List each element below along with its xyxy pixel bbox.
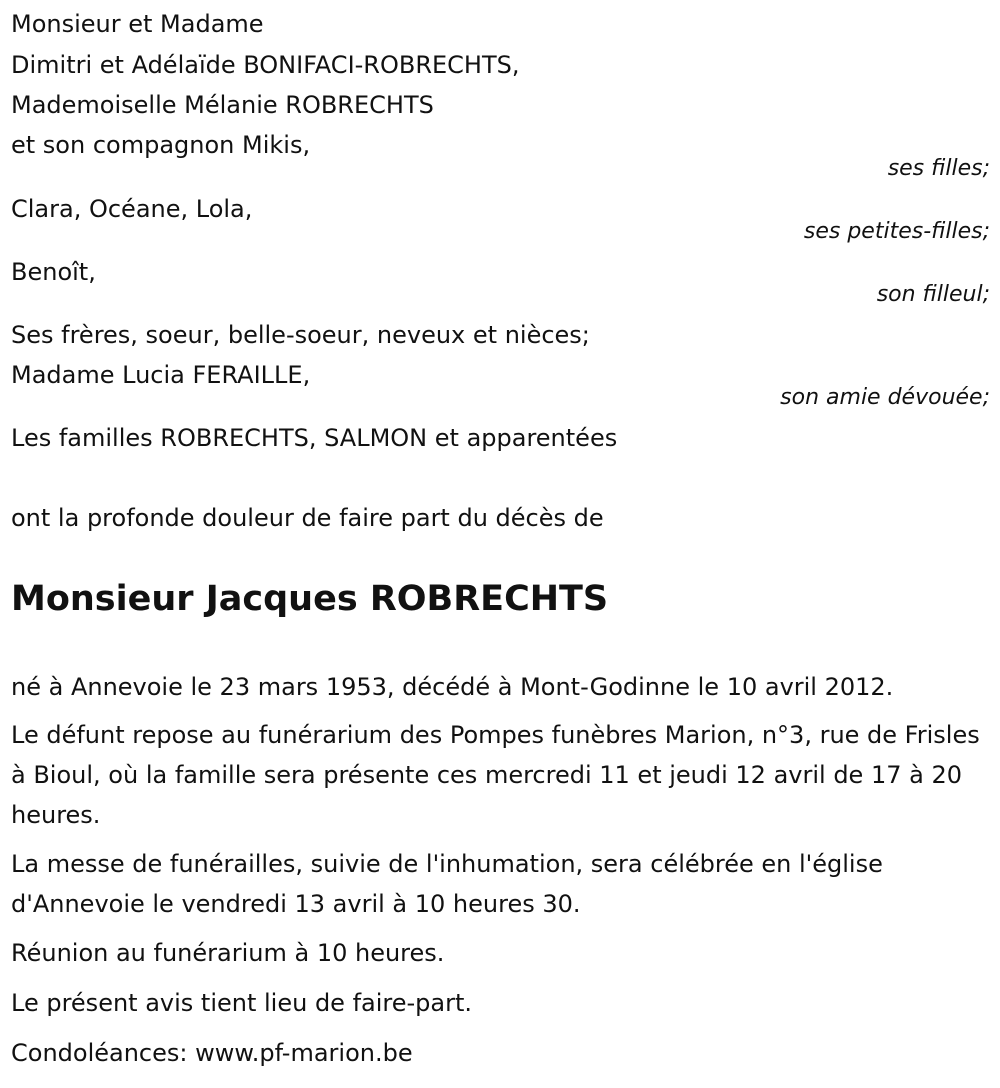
funeral-mass-paragraph: La messe de funérailles, suivie de l'inhumation, sera célébrée en l'église d'Annevoie le vendredi 13 avril à 10 heures 30. [11,850,883,918]
faire-part-line: Le présent avis tient lieu de faire-part. [11,989,473,1017]
godson-name: Benoît, [11,258,96,286]
relation-granddaughters: ses petites-filles; [803,219,990,244]
birth-death-line: né à Annevoie le 23 mars 1953, décédé à Mont-Godinne le 10 avril 2012. [11,673,894,701]
announcement-line: ont la profonde douleur de faire part du décès de [11,504,604,532]
header-line-3: Mademoiselle Mélanie ROBRECHTS [11,91,434,119]
friend-name: Madame Lucia FERAILLE, [11,361,311,389]
relation-friend: son amie dévouée; [780,385,990,410]
siblings-line: Ses frères, soeur, belle-soeur, neveux et nièces; [11,321,590,349]
relation-godson: son filleul; [876,282,990,307]
header-line-1: Monsieur et Madame [11,10,264,38]
header-line-2: Dimitri et Adélaïde BONIFACI-ROBRECHTS, [11,51,520,79]
deceased-name: Monsieur Jacques ROBRECHTS [11,579,609,619]
funerarium-paragraph: Le défunt repose au funérarium des Pompes funèbres Marion, n°3, rue de Frisles à Bioul, où la famille sera présente ces mercredi 11 et jeudi 12 avril de 17 à 20 heures. [11,721,980,829]
relation-daughters: ses filles; [887,156,990,181]
reunion-line: Réunion au funérarium à 10 heures. [11,939,445,967]
header-line-4: et son compagnon Mikis, [11,131,311,159]
families-line: Les familles ROBRECHTS, SALMON et apparentées [11,424,618,452]
condolences-line: Condoléances: www.pf-marion.be [11,1039,413,1067]
granddaughters-names: Clara, Océane, Lola, [11,195,253,223]
